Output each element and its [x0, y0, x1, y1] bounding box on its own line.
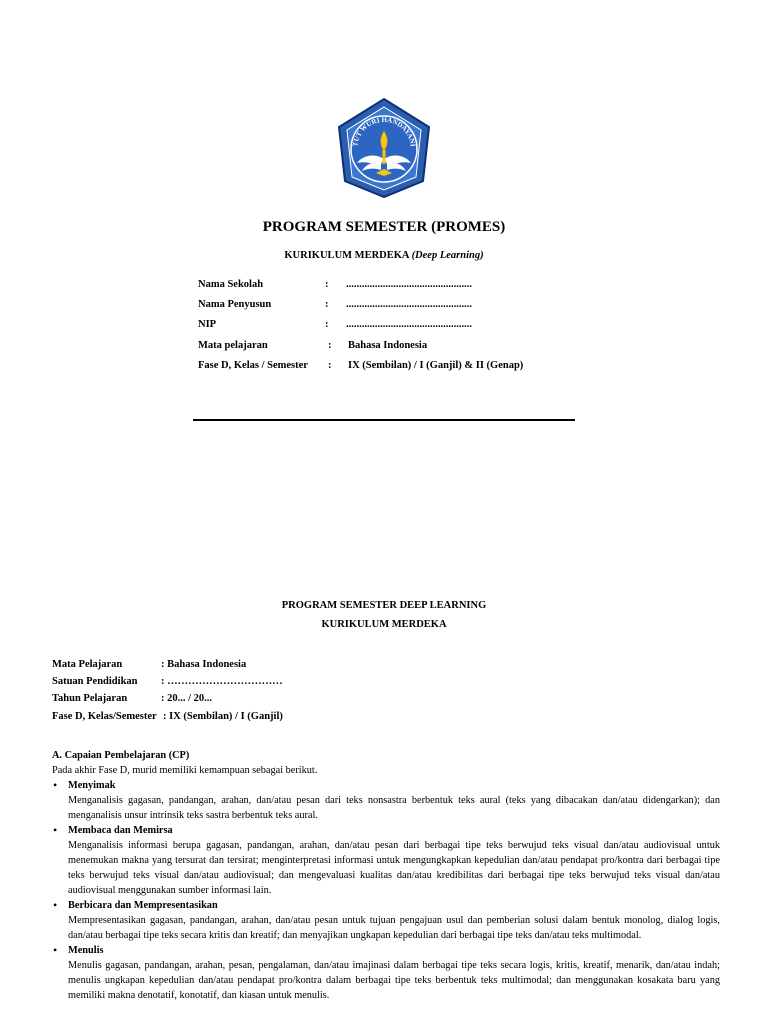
identity-value: Bahasa Indonesia — [348, 339, 428, 351]
subtitle-italic: (Deep Learning) — [411, 250, 484, 261]
program-subheading: KURIKULUM MERDEKA — [321, 619, 447, 630]
identity-label: Mata pelajaran — [198, 339, 268, 351]
info-key: Mata Pelajaran — [52, 659, 123, 670]
cp-item-text: Menganalisis informasi berupa gagasan, pandangan, arahan, dan/atau pesan dari berbagai tipe teks berwujud teks visual dan/atau audiovisual untuk menemukan makna yang tersurat dan tersirat; menginterpretasi informasi untuk mengungkapkan kepedulian dan/atau pendapat pro/kontra dari berbagai tipe teks berwujud teks visual dan/atau audiovisual; dan mengevaluasi kualitas dan/atau kredibilitas dari berbagai tipe teks berwujud teks visual dan/atau audiovisual menggunakan sumber informasi lain. — [68, 840, 720, 896]
identity-label: Nama Penyusun — [198, 299, 272, 311]
info-value: : 20... / 20... — [161, 693, 213, 705]
info-key: Satuan Pendidikan — [52, 676, 138, 688]
cp-item-name: Menyimak — [68, 780, 116, 791]
cp-item-name: Menulis — [68, 945, 104, 956]
identity-colon: : — [328, 359, 332, 371]
cover-divider — [193, 419, 575, 421]
logo-motto-text: TUT WURI HANDAYANI — [351, 115, 417, 148]
cp-item-writing — [52, 943, 720, 1003]
identity-colon: : — [325, 299, 329, 311]
identity-label: Nama Sekolah — [198, 279, 264, 290]
cover-title: PROGRAM SEMESTER (PROMES) — [262, 219, 506, 235]
cp-item-name: Berbicara dan Mempresentasikan — [68, 900, 218, 911]
bullet-icon: • — [53, 778, 58, 792]
info-key: Tahun Pelajaran — [52, 693, 128, 705]
identity-value: ................................................ — [346, 279, 472, 290]
cp-item-text: Menganalisis gagasan, pandangan, arahan, dan/atau pesan dari teks nonsastra berbentuk teks aural (teks yang dibacakan dan/atau didengarkan); dan menganalisis unsur intrinsik teks sastra berbentuk teks aural. — [68, 795, 720, 821]
info-value: : IX (Sembilan) / I (Ganjil) — [163, 710, 283, 722]
tut-wuri-handayani-logo — [335, 97, 433, 199]
program-heading: PROGRAM SEMESTER DEEP LEARNING — [281, 600, 487, 611]
cp-item-listening — [52, 778, 720, 823]
cp-section — [52, 748, 720, 1003]
identity-value: ................................................ — [346, 319, 472, 331]
identity-label: NIP — [198, 319, 217, 331]
cover-subtitle — [0, 250, 768, 261]
cp-item-text: Mempresentasikan gagasan, pandangan, arahan, dan/atau pesan untuk tujuan pengajuan usul dan pemberian solusi dalam bentuk monolog, dialog logis, dan/atau berbagai tipe teks secara kritis dan kreatif; dan menyajikan ungkapan kepedulian dari berbagai tipe teks dan/atau teks multimodal. — [68, 915, 720, 941]
cp-item-name: Membaca dan Memirsa — [68, 825, 173, 836]
info-value: : Bahasa Indonesia — [161, 659, 247, 670]
identity-value: ................................................ — [346, 299, 472, 311]
info-key: Fase D, Kelas/Semester — [52, 710, 157, 722]
bullet-icon: • — [53, 898, 58, 912]
cp-intro: Pada akhir Fase D, murid memiliki kemampuan sebagai berikut. — [52, 765, 318, 776]
cp-item-text: Menulis gagasan, pandangan, arahan, pesan, pengalaman, dan/atau imajinasi dalam berbagai tipe teks secara logis, kritis, kreatif, menarik, dan/atau indah; menulis ungkapan kepedulian dan/atau pendapat pro/kontra dalam berbagai tipe teks berbentuk teks multimodal; dan menggunakan kosakata baru yang memiliki makna denotatif, konotatif, dan kiasan untuk menulis. — [68, 960, 720, 1001]
bullet-icon: • — [53, 823, 58, 837]
subtitle-plain: KURIKULUM MERDEKA — [284, 250, 412, 261]
identity-label: Fase D, Kelas / Semester — [198, 359, 308, 371]
cp-heading: A. Capaian Pembelajaran (CP) — [52, 750, 190, 761]
bullet-icon: • — [53, 943, 58, 957]
cp-item-speaking — [52, 898, 720, 943]
identity-colon: : — [328, 339, 332, 351]
identity-colon: : — [325, 319, 329, 331]
cp-item-reading — [52, 823, 720, 898]
identity-colon: : — [325, 279, 329, 290]
identity-value: IX (Sembilan) / I (Ganjil) & II (Genap) — [348, 359, 524, 371]
info-value: : …………………………… — [161, 676, 283, 688]
